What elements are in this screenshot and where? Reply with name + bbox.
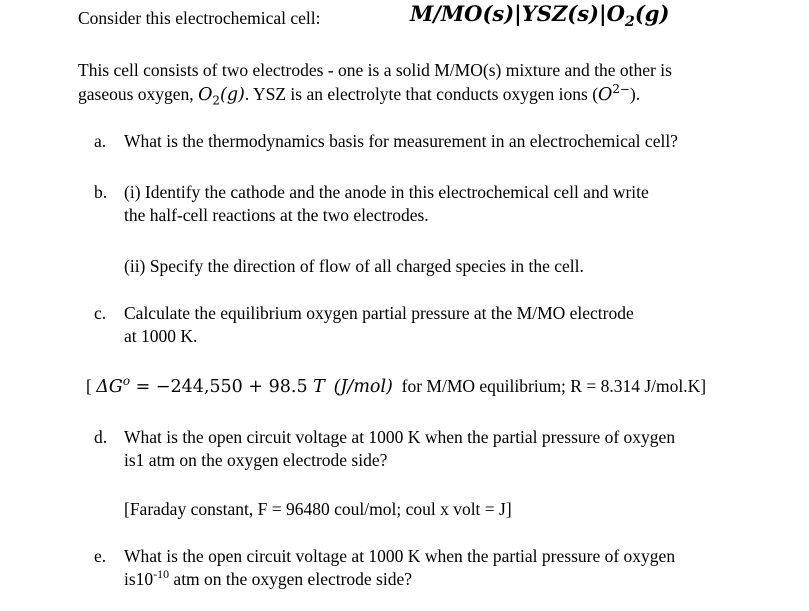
question-e-text: atm on the oxygen electrode side? <box>169 569 413 589</box>
cell-notation-subscript: 2 <box>624 14 635 31</box>
cell-notation-part: )|O <box>589 1 625 26</box>
question-b-label: b. <box>94 182 108 202</box>
question-c-line-2: at 1000 K. <box>124 326 198 346</box>
question-e-label: e. <box>94 546 107 566</box>
given-data-line <box>86 375 706 398</box>
given-data-rest: for M/MO equilibrium; R = 8.314 J/mol.K] <box>401 376 707 396</box>
question-e-line-2 <box>124 568 412 590</box>
cell-notation-part: M/MO( <box>410 1 493 26</box>
delta-g-unit: (J/mol) <box>333 377 393 397</box>
cell-notation <box>410 1 670 31</box>
question-b-part-ii: (ii) Specify the direction of flow of all charged species in the cell. <box>124 256 584 276</box>
description-line-2 <box>78 83 640 106</box>
cell-notation-part: s <box>492 1 505 26</box>
question-e-line-1: What is the open circuit voltage at 1000 K when the partial pressure of oxygen <box>124 546 676 566</box>
cell-notation-part: s <box>577 1 590 26</box>
question-d-line-2: is1 atm on the oxygen electrode side? <box>124 450 388 470</box>
question-d-label: d. <box>94 427 108 447</box>
gas-state: (g) <box>220 85 245 105</box>
temperature-symbol: T <box>313 377 325 397</box>
pressure-exponent: -10 <box>153 567 170 582</box>
description-text: ). <box>629 84 641 104</box>
question-a-text: What is the thermodynamics basis for measurement in an electrochemical cell? <box>124 131 678 151</box>
cell-notation-part: ( <box>634 1 645 26</box>
question-c-label: c. <box>94 303 107 323</box>
question-b-line-1: (i) Identify the cathode and the anode in this electrochemical cell and write <box>124 182 649 202</box>
standard-state-superscript: o <box>122 374 130 389</box>
question-b-line-2: the half-cell reactions at the two electrodes. <box>124 205 429 225</box>
question-d-note: [Faraday constant, F = 96480 coul/mol; coul x volt = J] <box>124 499 512 519</box>
cell-notation-part: )|YSZ( <box>504 1 578 26</box>
question-a-label: a. <box>94 131 107 151</box>
delta-g-equation: = −244,550 + 98.5 <box>130 377 314 397</box>
question-e-text: is10 <box>124 569 154 589</box>
cell-notation-part: ) <box>659 1 670 26</box>
description-line-1: This cell consists of two electrodes - one is a solid M/MO(s) mixture and the other is <box>78 60 672 80</box>
oxygen-subscript: 2 <box>212 93 220 108</box>
delta-g-symbol: ΔG <box>96 377 123 397</box>
oxygen-symbol: O <box>198 85 213 105</box>
oxygen-ion-symbol: O <box>598 85 613 105</box>
intro-text: Consider this electrochemical cell: <box>78 8 321 28</box>
bracket-open: [ <box>86 376 97 396</box>
question-c-line-1: Calculate the equilibrium oxygen partial pressure at the M/MO electrode <box>124 303 634 323</box>
oxygen-ion-charge: 2− <box>612 82 630 97</box>
intro-line <box>78 7 320 29</box>
question-d-line-1: What is the open circuit voltage at 1000 K when the partial pressure of oxygen <box>124 427 676 447</box>
description-text: gaseous oxygen, <box>78 84 199 104</box>
description-text: . YSZ is an electrolyte that conducts oxygen ions ( <box>244 84 599 104</box>
cell-notation-part: g <box>644 1 660 26</box>
